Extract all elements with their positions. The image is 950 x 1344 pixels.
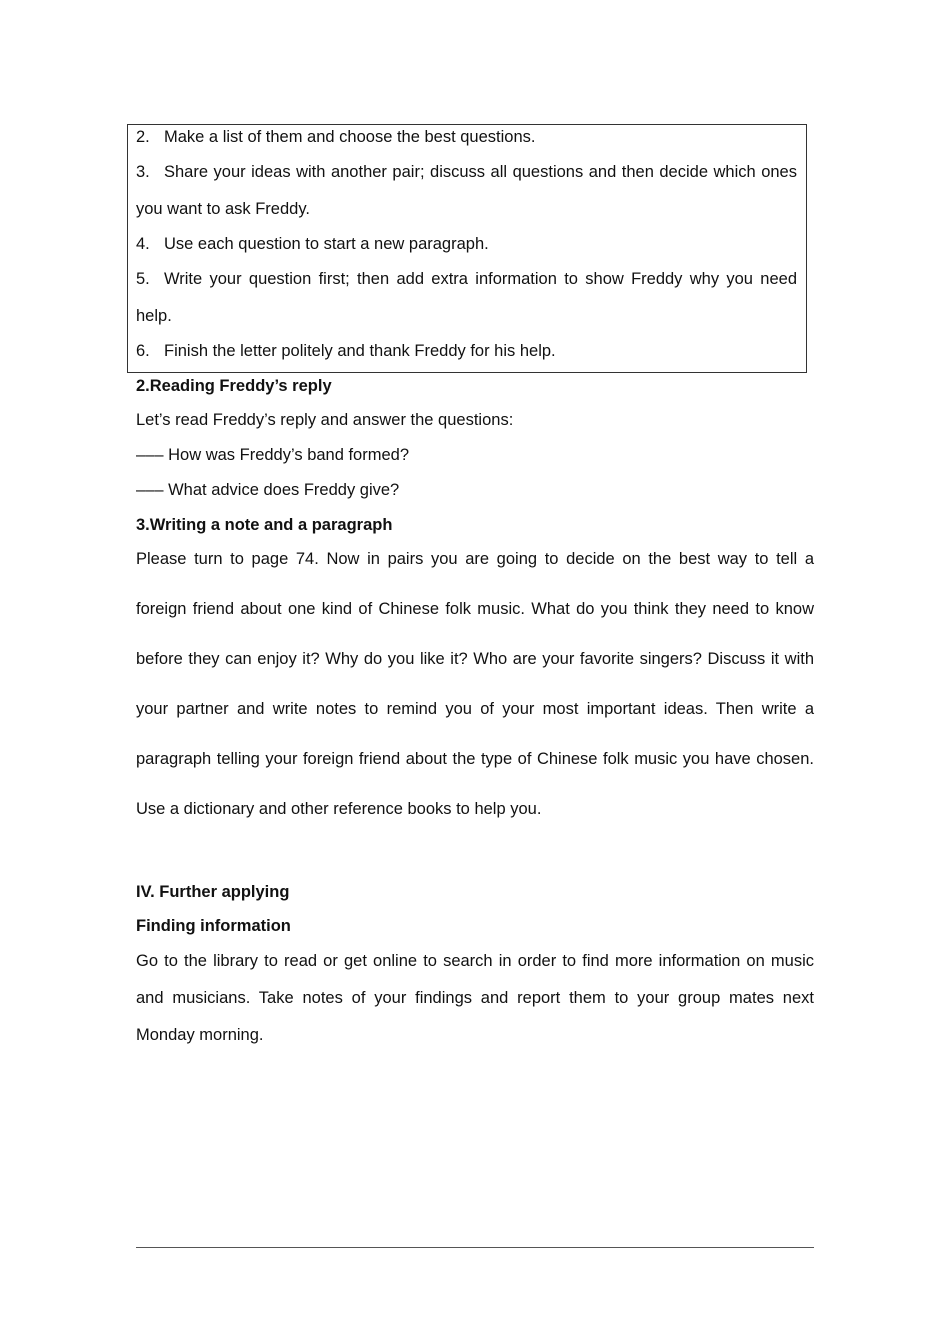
item-number: 3. [136, 163, 150, 181]
list-item [136, 270, 797, 289]
item-text: Make a list of them and choose the best questions. [164, 128, 536, 146]
list-item [136, 342, 814, 361]
section-heading-further: IV. Further applying [136, 883, 290, 901]
item-text: Use each question to start a new paragraph. [164, 235, 489, 253]
list-item-continuation: help. [136, 307, 172, 325]
list-item-continuation: you want to ask Freddy. [136, 200, 310, 218]
paragraph-line: foreign friend about one kind of Chinese folk music. What do you think they need to know [136, 600, 814, 618]
paragraph-line: your partner and write notes to remind you of your most important ideas. Then write a [136, 700, 814, 718]
item-number: 6. [136, 342, 150, 360]
item-number: 2. [136, 128, 150, 146]
list-item [136, 128, 814, 147]
subheading-finding: Finding information [136, 917, 291, 935]
list-item [136, 163, 797, 182]
section-heading-reading: 2.Reading Freddy’s reply [136, 377, 332, 395]
paragraph-line: Use a dictionary and other reference books to help you. [136, 800, 542, 818]
reading-question: ––– How was Freddy’s band formed? [136, 446, 410, 464]
paragraph-line: paragraph telling your foreign friend about the type of Chinese folk music you have chosen. [136, 750, 814, 768]
reading-intro: Let’s read Freddy’s reply and answer the questions: [136, 411, 514, 429]
paragraph-line: Go to the library to read or get online to search in order to find more information on music [136, 952, 814, 970]
item-number: 4. [136, 235, 150, 253]
reading-question: ––– What advice does Freddy give? [136, 481, 400, 499]
paragraph-line: Monday morning. [136, 1026, 264, 1044]
footer-rule [136, 1247, 814, 1248]
item-text: Finish the letter politely and thank Freddy for his help. [164, 342, 556, 360]
item-text: Write your question first; then add extra information to show Freddy why you need [164, 270, 797, 288]
list-item [136, 235, 814, 254]
paragraph-line: and musicians. Take notes of your findings and report them to your group mates next [136, 989, 814, 1007]
paragraph-line: Please turn to page 74. Now in pairs you are going to decide on the best way to tell a [136, 550, 814, 568]
section-heading-writing: 3.Writing a note and a paragraph [136, 516, 393, 534]
item-number: 5. [136, 270, 150, 288]
item-text: Share your ideas with another pair; discuss all questions and then decide which ones [164, 163, 797, 181]
paragraph-line: before they can enjoy it? Why do you like it? Who are your favorite singers? Discuss it with [136, 650, 814, 668]
